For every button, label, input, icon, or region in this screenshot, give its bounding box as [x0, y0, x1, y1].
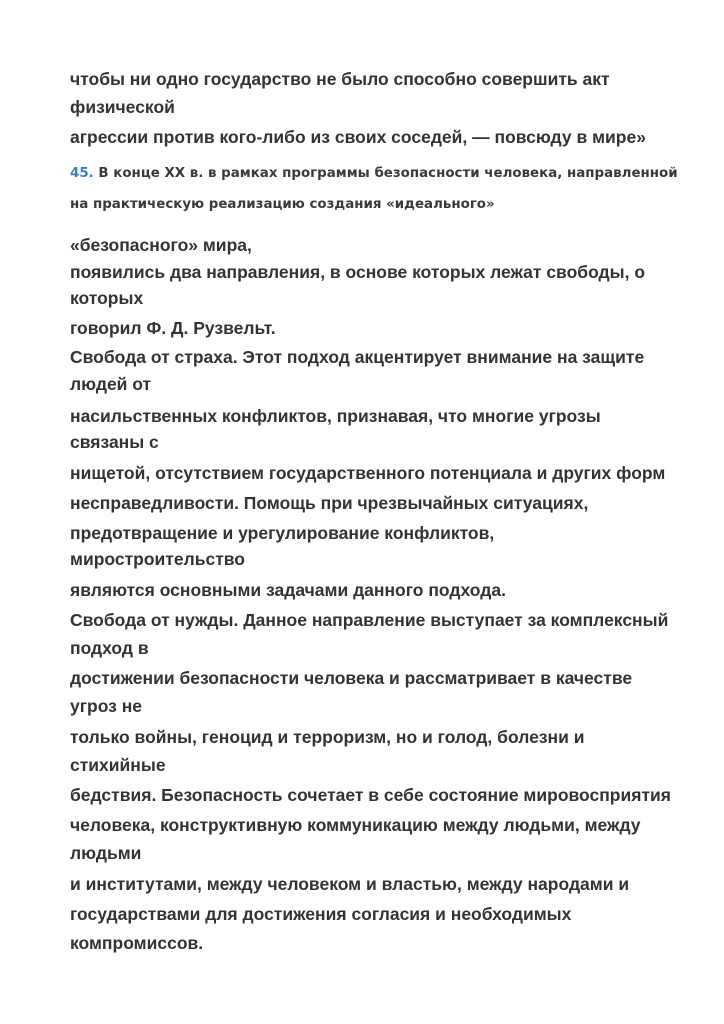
body-line-11: предотвращение и урегулирование конфликтов,: [70, 523, 495, 543]
item-45-line-1: [70, 164, 678, 184]
text-line-top-2: физической: [70, 97, 175, 117]
body-line-25: компромиссов.: [70, 933, 204, 953]
body-line-14: Свобода от нужды. Данное направление выступает за комплексный: [70, 610, 669, 630]
body-line-2: появились два направления, в основе которых лежат свободы, о: [70, 262, 646, 282]
body-line-23: и институтами, между человеком и властью, между народами и: [70, 874, 630, 894]
body-line-17: угроз не: [70, 696, 143, 716]
item-45-line-2: на практическую реализацию создания «идеального»: [70, 197, 495, 212]
item-45-text-1: В конце XX в. в рамках программы безопасности человека, направленной: [98, 166, 678, 181]
body-line-9: нищетой, отсутствием государственного потенциала и других форм: [70, 463, 666, 483]
body-line-15: подход в: [70, 638, 149, 658]
body-line-22: людьми: [70, 843, 142, 863]
body-line-7: насильственных конфликтов, признавая, что многие угрозы: [70, 406, 601, 426]
body-line-10: несправедливости. Помощь при чрезвычайных ситуациях,: [70, 493, 589, 513]
body-line-16: достижении безопасности человека и рассматривает в качестве: [70, 668, 633, 688]
body-line-6: людей от: [70, 374, 152, 394]
body-line-3: которых: [70, 288, 144, 308]
body-line-24: государствами для достижения согласия и необходимых: [70, 904, 572, 924]
body-line-1: «безопасного» мира,: [70, 235, 252, 255]
body-line-12: миростроительство: [70, 549, 245, 569]
text-line-top-3: агрессии против кого-либо из своих соседей, — повсюду в мире»: [70, 127, 646, 147]
body-line-13: являются основными задачами данного подхода.: [70, 580, 506, 600]
body-line-4: говорил Ф. Д. Рузвельт.: [70, 318, 276, 338]
body-line-21: человека, конструктивную коммуникацию между людьми, между: [70, 815, 641, 835]
item-number: 45.: [70, 166, 94, 181]
text-line-top-1: чтобы ни одно государство не было способно совершить акт: [70, 69, 610, 89]
body-line-18: только войны, геноцид и терроризм, но и голод, болезни и: [70, 727, 585, 747]
body-line-20: бедствия. Безопасность сочетает в себе состояние мировосприятия: [70, 785, 671, 805]
body-line-5: Свобода от страха. Этот подход акцентирует внимание на защите: [70, 347, 645, 367]
body-line-19: стихийные: [70, 755, 166, 775]
body-line-8: связаны с: [70, 432, 159, 452]
